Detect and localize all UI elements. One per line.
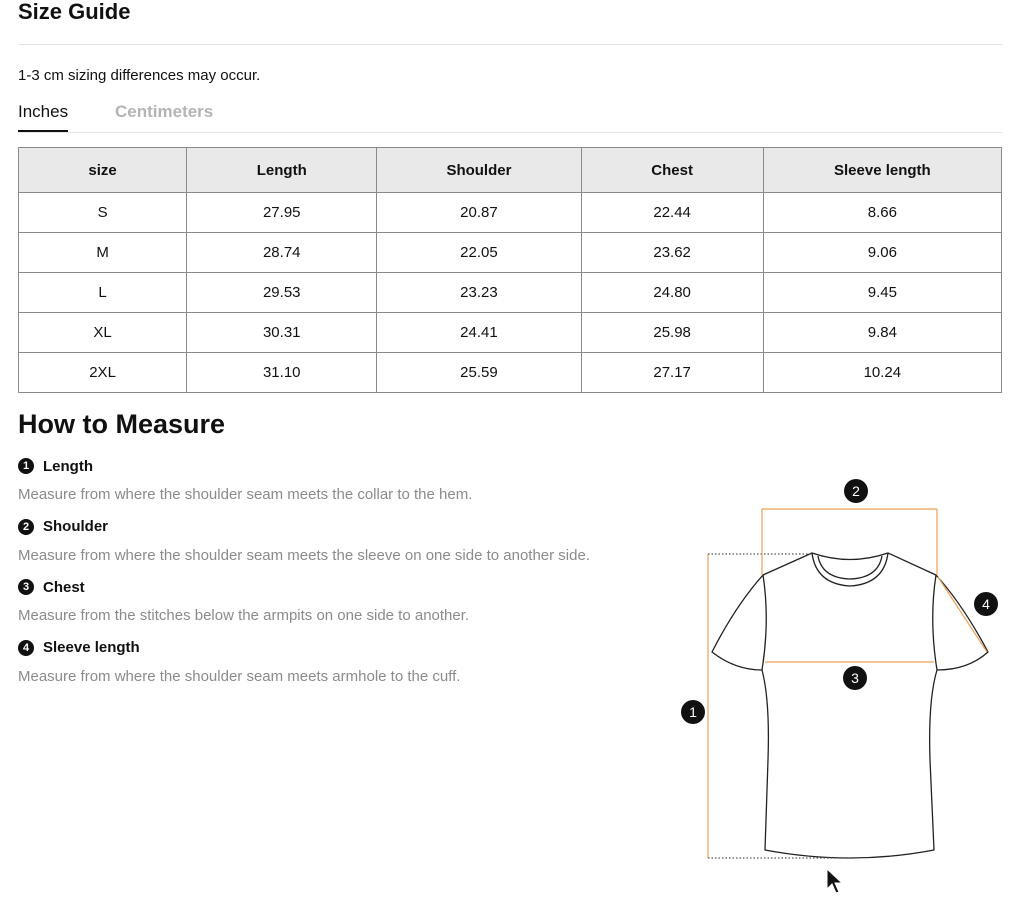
table-cell: 9.06 — [763, 233, 1001, 273]
table-cell: 22.44 — [581, 193, 763, 233]
marker-1-icon — [681, 700, 705, 724]
svg-text:3: 3 — [851, 670, 859, 686]
measure-description: Measure from the stitches below the armpits on one side to another. — [18, 607, 470, 624]
table-cell: 8.66 — [763, 193, 1001, 233]
number-4-icon: 4 — [18, 640, 34, 656]
marker-4-icon — [974, 592, 998, 616]
measure-item-sleeve-length — [18, 637, 658, 698]
table-row — [19, 273, 1002, 313]
column-header-length: Length — [187, 148, 377, 193]
table-cell: 24.80 — [581, 273, 763, 313]
marker-3-icon — [843, 666, 867, 690]
table-cell: 27.17 — [581, 353, 763, 393]
number-3-icon: 3 — [18, 579, 34, 595]
number-1-icon: 1 — [18, 458, 34, 474]
measure-label: Length — [43, 457, 93, 475]
table-cell: L — [19, 273, 187, 313]
measure-label: Sleeve length — [43, 639, 140, 656]
measure-item-shoulder — [18, 516, 658, 577]
table-row — [19, 193, 1002, 233]
measure-description: Measure from where the shoulder seam meets the sleeve on one side to another side. — [18, 546, 590, 564]
table-cell: 9.84 — [763, 313, 1001, 353]
table-cell: 24.41 — [377, 313, 581, 353]
how-to-measure-title: How to Measure — [18, 409, 226, 439]
column-header-sleeve-length: Sleeve length — [763, 148, 1001, 193]
marker-2-icon — [844, 479, 868, 503]
tab-inches[interactable]: Inches — [18, 100, 68, 132]
sizing-note: 1-3 cm sizing differences may occur. — [18, 67, 261, 84]
size-table — [18, 147, 1002, 393]
measure-label: Shoulder — [43, 518, 109, 535]
table-cell: 30.31 — [187, 313, 377, 353]
column-header-chest: Chest — [581, 148, 763, 193]
unit-tabs — [18, 98, 1002, 133]
measure-description: Measure from where the shoulder seam meets the collar to the hem. — [18, 486, 473, 503]
measure-label: Chest — [43, 578, 85, 596]
column-header-shoulder: Shoulder — [377, 148, 581, 193]
svg-text:2: 2 — [852, 483, 860, 499]
table-cell: M — [19, 233, 187, 273]
svg-text:4: 4 — [982, 596, 990, 612]
table-row — [19, 313, 1002, 353]
table-cell: 31.10 — [187, 353, 377, 393]
tshirt-measurement-diagram — [675, 470, 1015, 870]
table-cell: 20.87 — [377, 193, 581, 233]
svg-text:1: 1 — [689, 704, 697, 720]
table-cell: 10.24 — [763, 353, 1001, 393]
table-cell: 2XL — [19, 353, 187, 393]
table-cell: 28.74 — [187, 233, 377, 273]
table-cell: S — [19, 193, 187, 233]
table-cell: 22.05 — [377, 233, 581, 273]
tab-centimeters[interactable]: Centimeters — [115, 102, 214, 121]
table-row — [19, 353, 1002, 393]
table-cell: XL — [19, 313, 187, 353]
title-divider — [18, 44, 1002, 45]
measure-list — [18, 455, 658, 697]
table-cell: 27.95 — [187, 193, 377, 233]
measure-description: Measure from where the shoulder seam meets armhole to the cuff. — [18, 667, 461, 685]
table-cell: 25.59 — [377, 353, 581, 393]
tshirt-outline-icon — [712, 553, 988, 858]
mouse-cursor-icon — [826, 868, 844, 896]
measure-item-chest — [18, 576, 658, 637]
page-title: Size Guide — [18, 0, 131, 24]
number-2-icon: 2 — [18, 519, 34, 535]
table-header-row — [19, 148, 1002, 193]
column-header-size: size — [19, 148, 187, 193]
measure-item-length — [18, 455, 658, 516]
table-cell: 23.23 — [377, 273, 581, 313]
table-cell: 25.98 — [581, 313, 763, 353]
table-cell: 29.53 — [187, 273, 377, 313]
table-cell: 9.45 — [763, 273, 1001, 313]
table-cell: 23.62 — [581, 233, 763, 273]
table-row — [19, 233, 1002, 273]
